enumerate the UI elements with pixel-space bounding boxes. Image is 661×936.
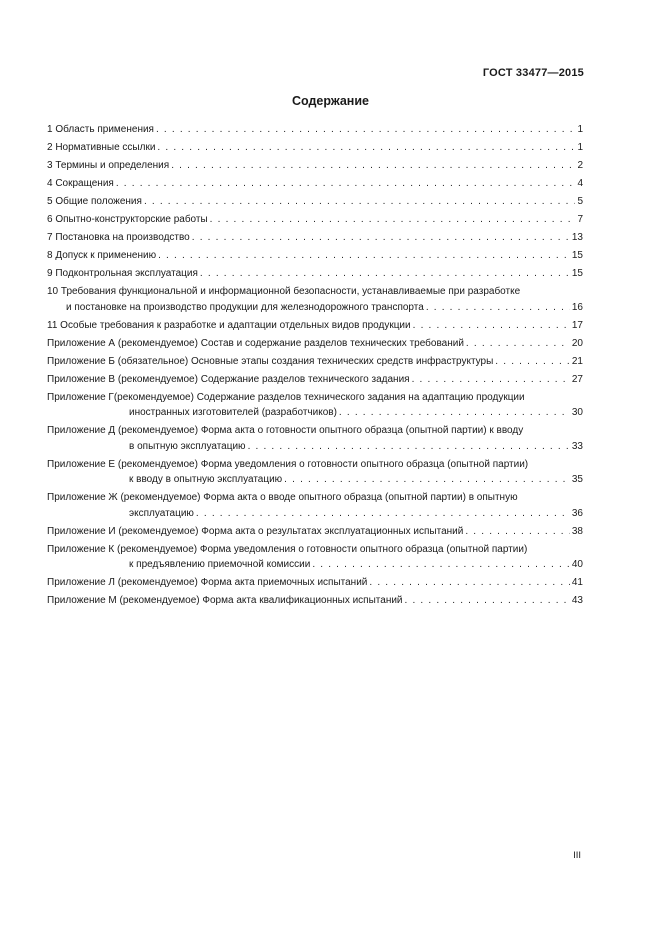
toc-entry-title-line: 8 Допуск к применению (47, 250, 157, 261)
toc-entry-page: 41 (571, 577, 583, 588)
dot-leader (210, 212, 576, 228)
toc-entry-title-line: Приложение Б (обязательное) Основные этапы создания технических средств инфраструктуры (47, 355, 494, 367)
toc-entry-page: 36 (571, 507, 583, 519)
toc-entry-page: 43 (571, 595, 583, 606)
dot-leader (405, 593, 570, 609)
toc-entry[interactable] (47, 423, 583, 454)
toc-entry[interactable] (47, 284, 583, 315)
toc-entry[interactable] (47, 575, 583, 591)
toc-entry-title-line: 11 Особые требования к разработке и адаптации отдельных видов продукции (47, 319, 411, 331)
toc-entry-page: 38 (571, 525, 583, 537)
toc-entry-title-line: 2 Нормативные ссылки (47, 142, 156, 153)
toc-entry-title-line: 1 Область применения (47, 124, 154, 135)
toc-entry-page: 40 (571, 559, 583, 570)
toc-entry-title-line: Приложение И (рекомендуемое) Форма акта о результатах эксплуатационных испытаний (47, 525, 464, 537)
toc-entry-page: 4 (577, 178, 583, 189)
toc-entry[interactable] (47, 354, 583, 370)
toc-entry-page: 13 (571, 232, 583, 243)
toc-entry-title-line: 3 Термины и определения (47, 160, 170, 171)
toc-entry-title-line: Приложение Л (рекомендуемое) Форма акта приемочных испытаний (47, 577, 368, 588)
toc-entry-title-line: в опытную эксплуатацию (129, 440, 246, 452)
toc-entry[interactable] (47, 542, 583, 573)
toc-entry-title-line: 6 Опытно-конструкторские работы (47, 214, 208, 225)
toc-entry[interactable] (47, 140, 583, 156)
toc-entry-page: 15 (571, 268, 583, 279)
toc-entry[interactable] (47, 524, 583, 540)
toc-entry-page: 17 (571, 319, 583, 331)
toc-entry[interactable] (47, 248, 583, 264)
toc-entry-page: 27 (571, 373, 583, 385)
toc-entry-title-line: Приложение Д (рекомендуемое) Форма акта о готовности опытного образца (опытной партии) к вводу (47, 425, 524, 436)
dot-leader (157, 140, 575, 156)
dot-leader (312, 557, 570, 573)
toc-entry[interactable] (47, 372, 583, 388)
toc-entry[interactable] (47, 390, 583, 421)
toc-entry[interactable] (47, 194, 583, 210)
dot-leader (495, 354, 570, 370)
dot-leader (116, 176, 576, 192)
toc-entry-page: 30 (571, 407, 583, 418)
toc-entry-page: 20 (571, 337, 583, 349)
toc-entry-title-line: Приложение А (рекомендуемое) Состав и содержание разделов технических требований (47, 337, 464, 349)
toc-entry-title-line: Приложение Е (рекомендуемое) Форма уведомления о готовности опытного образца (опытной партии) (47, 458, 529, 470)
page-title: Содержание (291, 94, 369, 108)
toc-entry[interactable] (47, 176, 583, 192)
toc-entry-title-line: иностранных изготовителей (разработчиков) (129, 407, 337, 418)
toc-entry-title-line: Приложение К (рекомендуемое) Форма уведомления о готовности опытного образца (опытной партии) (47, 543, 528, 555)
dot-leader (426, 300, 570, 316)
toc-entry[interactable] (47, 336, 583, 352)
toc-entry-page: 21 (571, 355, 583, 367)
toc-entry-page: 16 (571, 301, 583, 313)
toc-entry-page: 7 (577, 214, 583, 225)
toc-entry-title-line: и постановке на производство продукции для железнодорожного транспорта (66, 301, 424, 313)
toc-entry[interactable] (47, 318, 583, 334)
toc-entry-page: 15 (571, 250, 583, 261)
dot-leader (466, 336, 570, 352)
toc-entry-title-line: Приложение В (рекомендуемое) Содержание разделов технического задания (47, 373, 410, 385)
table-of-contents (47, 122, 583, 611)
dot-leader (369, 575, 570, 591)
toc-entry-page: 1 (577, 124, 583, 135)
dot-leader (171, 158, 575, 174)
toc-entry[interactable] (47, 457, 583, 488)
toc-entry[interactable] (47, 122, 583, 138)
toc-entry-page: 2 (577, 160, 583, 171)
toc-entry-title-line: эксплуатацию (129, 507, 194, 519)
toc-entry[interactable] (47, 230, 583, 246)
dot-leader (158, 248, 570, 264)
dot-leader (465, 524, 570, 540)
toc-entry-title-line: Приложение Ж (рекомендуемое) Форма акта о вводе опытного образца (опытной партии) в опытную (47, 492, 518, 503)
toc-entry-page: 33 (571, 440, 583, 452)
toc-entry[interactable] (47, 212, 583, 228)
dot-leader (284, 472, 570, 488)
toc-entry[interactable] (47, 490, 583, 521)
toc-entry[interactable] (47, 593, 583, 609)
toc-entry-title-line: 5 Общие положения (47, 196, 142, 207)
toc-entry[interactable] (47, 266, 583, 282)
document-code: ГОСТ 33477—2015 (482, 67, 584, 79)
dot-leader (144, 194, 576, 210)
toc-entry-title-line: Приложение Г(рекомендуемое) Содержание разделов технического задания на адаптацию продукции (47, 391, 525, 403)
toc-entry[interactable] (47, 158, 583, 174)
dot-leader (339, 405, 570, 421)
toc-entry-title-line: 4 Сокращения (47, 178, 114, 189)
toc-entry-page: 5 (577, 196, 583, 207)
dot-leader (412, 372, 570, 388)
dot-leader (200, 266, 570, 282)
toc-entry-title-line: к вводу в опытную эксплуатацию (129, 474, 283, 485)
page-number: III (573, 850, 581, 861)
toc-entry-title-line: к предъявлению приемочной комиссии (129, 559, 311, 570)
toc-entry-title-line: Приложение М (рекомендуемое) Форма акта квалификационных испытаний (47, 595, 403, 606)
dot-leader (156, 122, 575, 138)
toc-entry-title-line: 7 Постановка на производство (47, 232, 190, 243)
dot-leader (192, 230, 570, 246)
dot-leader (196, 506, 570, 522)
toc-entry-title-line: 9 Подконтрольная эксплуатация (47, 268, 198, 279)
toc-entry-page: 35 (571, 474, 583, 485)
dot-leader (413, 318, 570, 334)
toc-entry-title-line: 10 Требования функциональной и информационной безопасности, устанавливаемые при разработке (47, 286, 521, 297)
dot-leader (248, 439, 570, 455)
toc-entry-page: 1 (577, 142, 583, 153)
